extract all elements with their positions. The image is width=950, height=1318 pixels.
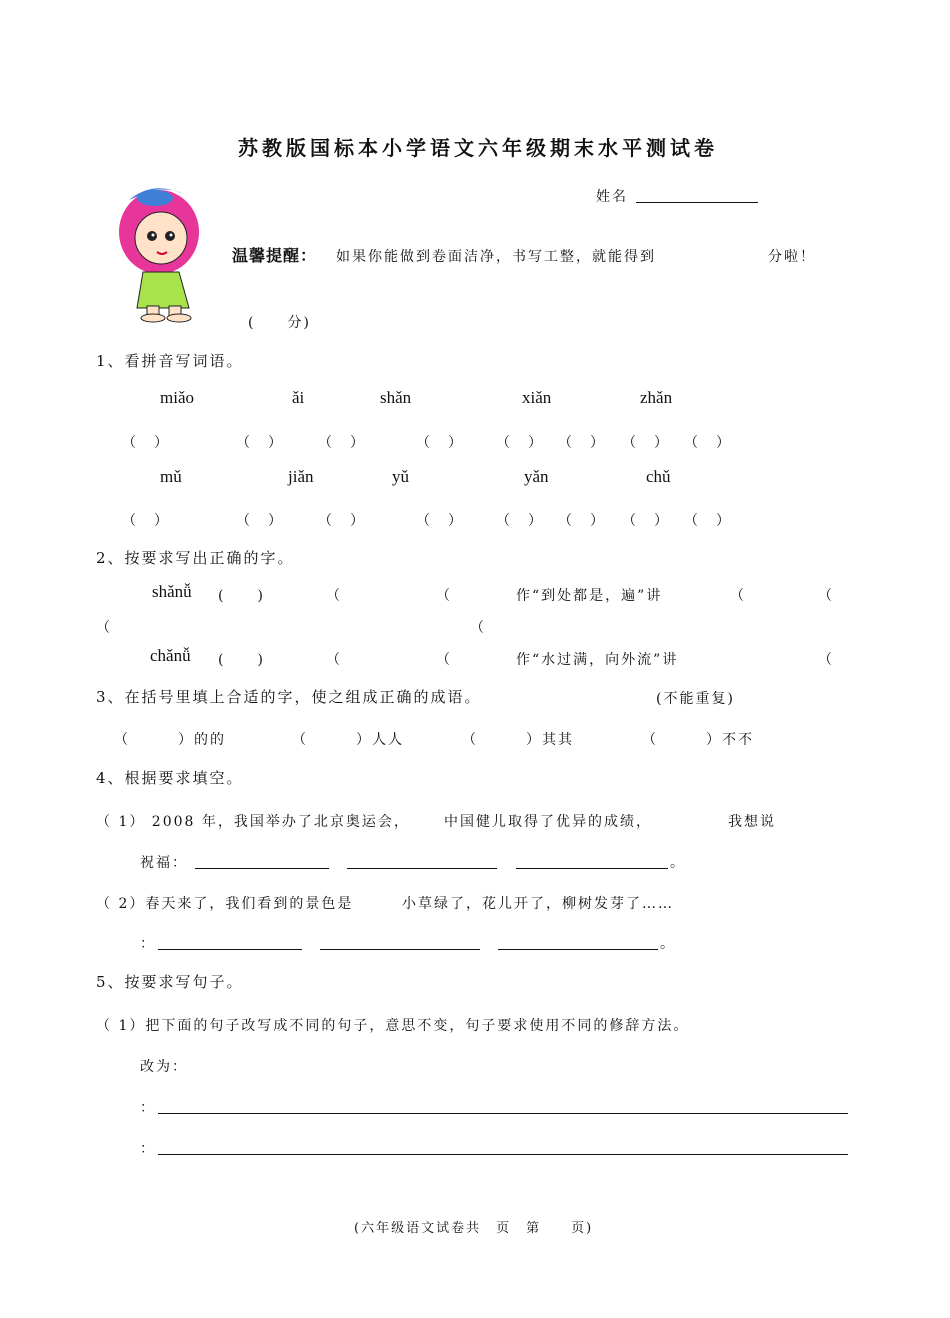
idiom-item[interactable]: （ ）不不 xyxy=(642,732,754,748)
idiom-item[interactable]: （ ）其其 xyxy=(462,732,574,748)
q4-item1-prefix: 祝福： xyxy=(140,855,188,871)
q1-heading: 1、看拼音写词语。 xyxy=(96,352,244,370)
answer-cell[interactable]: （ ） xyxy=(416,513,464,529)
pinyin-item: chǔ xyxy=(646,467,671,486)
pinyin-item: shǎn xyxy=(380,388,412,407)
name-field[interactable] xyxy=(636,202,758,203)
answer-cell[interactable]: （ ） xyxy=(122,435,170,451)
q2-mark: （ xyxy=(326,588,342,604)
answer-line[interactable] xyxy=(320,949,480,950)
reminder-text: 如果你能做到卷面洁净，书写工整，就能得到 xyxy=(336,249,656,265)
answer-line[interactable] xyxy=(195,868,329,869)
answer-cell[interactable]: （ ） xyxy=(558,513,606,529)
q2-mark: （ xyxy=(436,652,452,668)
q2-pinyin-2: chǎnǚ xyxy=(150,646,191,665)
q4-item2-a: （ 2）春天来了，我们看到的景色是 xyxy=(96,896,354,912)
answer-cell[interactable]: （ ） xyxy=(416,435,464,451)
pinyin-item: yǔ xyxy=(392,467,409,486)
cartoon-girl-icon xyxy=(113,180,213,325)
q3-heading: 3、在括号里填上合适的字，使之组成正确的成语。 xyxy=(96,688,482,706)
q2-mark: （ xyxy=(818,652,834,668)
answer-line[interactable] xyxy=(516,868,668,869)
answer-cell[interactable]: （ ） xyxy=(496,435,544,451)
score-paren: ( 分) xyxy=(248,315,311,331)
page-title: 苏教版国标本小学语文六年级期末水平测试卷 xyxy=(238,136,718,160)
q5-sub-label: 改为： xyxy=(140,1059,188,1075)
q4-item2-prefix: ： xyxy=(140,936,156,952)
q2-paren-2[interactable]: ( ) xyxy=(218,652,265,668)
q2-mark: （ xyxy=(730,588,746,604)
q2-mark: （ xyxy=(326,652,342,668)
q2-pinyin-1: shǎnǚ xyxy=(152,582,192,601)
answer-cell[interactable]: （ ） xyxy=(622,435,670,451)
answer-cell[interactable]: （ ） xyxy=(122,513,170,529)
pinyin-item: yǎn xyxy=(524,467,549,486)
answer-line[interactable] xyxy=(347,868,497,869)
answer-cell[interactable]: （ ） xyxy=(684,513,732,529)
q4-item1-c: 我想说 xyxy=(728,814,776,830)
idiom-item[interactable]: （ ）人人 xyxy=(292,732,404,748)
page-footer: (六年级语文试卷共 页 第 页) xyxy=(354,1221,594,1236)
reminder-head: 温馨提醒： xyxy=(232,246,318,265)
idiom-item[interactable]: （ ）的的 xyxy=(114,732,226,748)
answer-cell[interactable]: （ ） xyxy=(236,435,284,451)
q4-item2-b: 小草绿了，花儿开了，柳树发芽了…… xyxy=(402,896,674,912)
q4-item1-end: 。 xyxy=(670,855,686,871)
q2-mark: （ xyxy=(818,588,834,604)
q2-desc-1: 作“到处都是，遍”讲 xyxy=(516,588,663,604)
pinyin-item: mǔ xyxy=(160,467,182,486)
answer-cell[interactable]: （ ） xyxy=(622,513,670,529)
q4-item1-b: 中国健儿取得了优异的成绩， xyxy=(444,814,652,830)
q2-desc-2: 作“水过满，向外流”讲 xyxy=(516,652,679,668)
reminder-tail: 分啦！ xyxy=(768,249,816,265)
answer-line[interactable] xyxy=(158,1113,848,1114)
q5-line-mark: ： xyxy=(140,1100,156,1116)
q4-item1-a: （ 1） 2008 年，我国举办了北京奥运会， xyxy=(96,814,410,830)
pinyin-item: zhǎn xyxy=(640,388,673,407)
q4-heading: 4、根据要求填空。 xyxy=(96,769,244,787)
pinyin-item: xiǎn xyxy=(522,388,552,407)
pinyin-item: miǎo xyxy=(160,388,194,407)
answer-line[interactable] xyxy=(498,949,658,950)
pinyin-item: ǎi xyxy=(292,388,305,407)
name-label: 姓名 xyxy=(596,189,628,205)
q2-mark: （ xyxy=(96,620,112,636)
answer-line[interactable] xyxy=(158,1154,848,1155)
answer-cell[interactable]: （ ） xyxy=(236,513,284,529)
pinyin-item: jiǎn xyxy=(288,467,314,486)
q2-mark: （ xyxy=(436,588,452,604)
answer-cell[interactable]: （ ） xyxy=(684,435,732,451)
q5-line-mark: ： xyxy=(140,1141,156,1157)
q2-mark: （ xyxy=(470,620,486,636)
answer-cell[interactable]: （ ） xyxy=(318,435,366,451)
answer-line[interactable] xyxy=(158,949,302,950)
q2-heading: 2、按要求写出正确的字。 xyxy=(96,549,295,567)
q4-item2-end: 。 xyxy=(660,936,676,952)
q5-item1: （ 1）把下面的句子改写成不同的句子，意思不变，句子要求使用不同的修辞方法。 xyxy=(96,1018,690,1034)
q3-note: (不能重复) xyxy=(656,691,735,707)
answer-cell[interactable]: （ ） xyxy=(496,513,544,529)
q5-heading: 5、按要求写句子。 xyxy=(96,973,244,991)
answer-cell[interactable]: （ ） xyxy=(558,435,606,451)
q2-paren-1[interactable]: ( ) xyxy=(218,588,265,604)
answer-cell[interactable]: （ ） xyxy=(318,513,366,529)
